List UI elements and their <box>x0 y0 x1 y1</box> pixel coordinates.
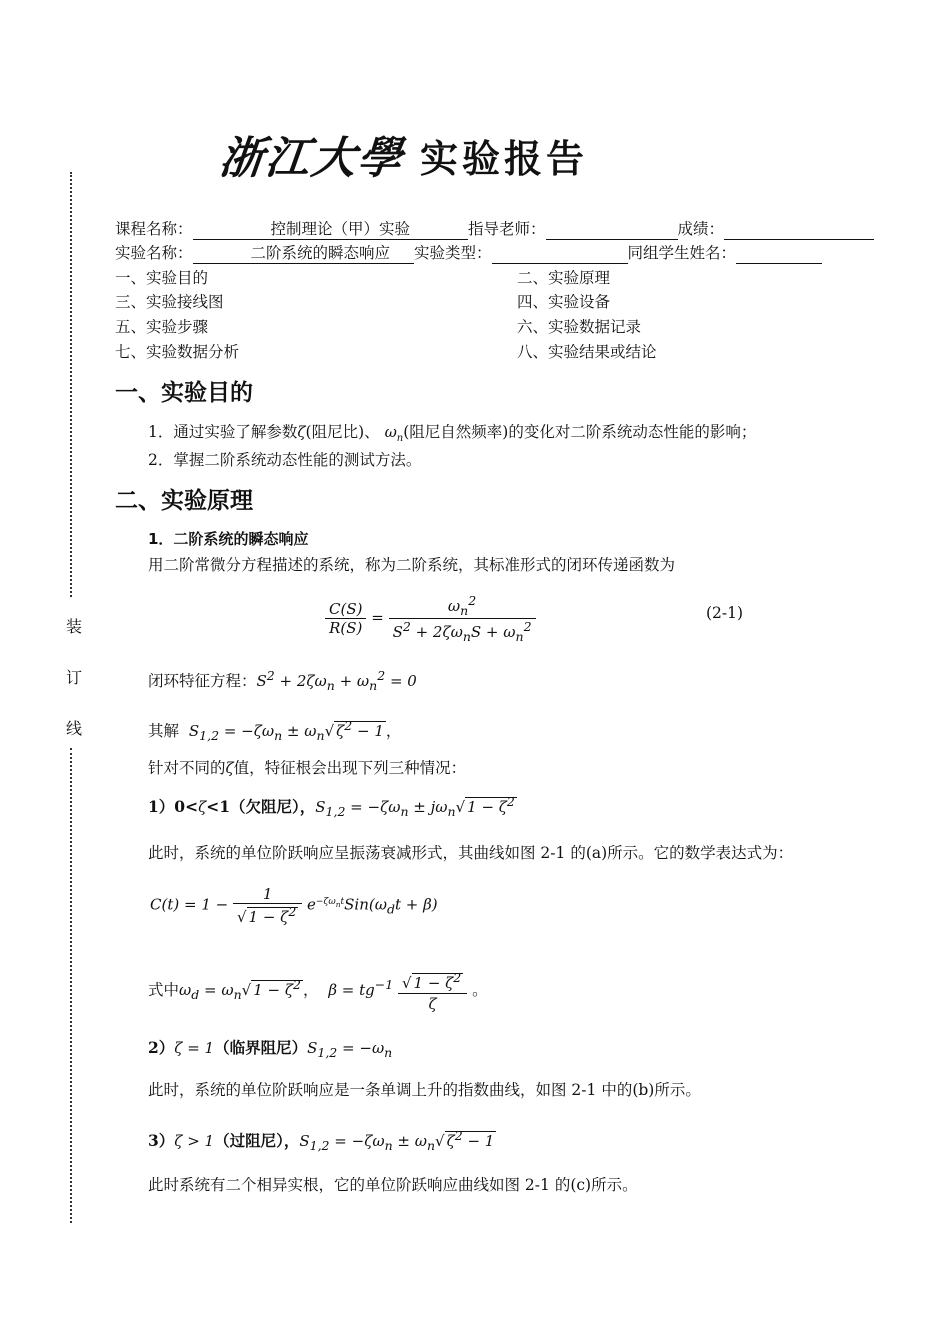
paragraph: 此时，系统的单位阶跃响应是一条单调上升的指数曲线，如图 2-1 中的(b)所示。 <box>148 1081 701 1099</box>
case1-heading: 1）0<ζ<1（欠阻尼），$S_{1,2} = -\zeta\omega_n \pm j\omega_n√$ $1 - \zeta^2$ <box>148 794 515 819</box>
section-heading: 二、实验原理 <box>115 488 253 514</box>
case3-heading: 3）ζ > 1（过阻尼），$S_{1,2} = -\zeta\omega_n \pm \omega_n√$ $\zeta^2 - 1$ <box>148 1128 495 1153</box>
subsection-heading: 1．二阶系统的瞬态响应 <box>148 530 309 548</box>
step-response-equation: C(t) = 1 − $\frac{1}{√ 1 - \zeta^2}$ $e^{-\zeta\omega_nt}Sin(\omega_dt + \beta)$ <box>150 885 438 926</box>
report-title: 实验报告 <box>420 137 589 181</box>
case1-equation: $S_{1,2} = -\zeta\omega_n \pm j\omega_n√$ $1 - \zeta^2$ <box>315 794 515 819</box>
text: (阻尼自然频率)的变化对二阶系统动态性能的影响； <box>403 423 757 441</box>
where-row: 式中$\omega_d = \omega_n√$ $1 - \zeta^2$ ， $\beta = tg^{-1}$ $\frac{√ 1 - \zeta^2}{\zeta}$ 。 <box>148 970 488 1013</box>
paragraph: 此时系统有二个相异实根，它的单位阶跃响应曲线如图 2-1 的(c)所示。 <box>148 1176 638 1194</box>
info-row-exp <box>115 243 822 264</box>
teacher-field <box>546 219 678 240</box>
omega-n-symbol: $\omega_n$ <box>384 423 404 444</box>
text: (阻尼比)、 <box>305 423 380 441</box>
toc-item: 五、实验步骤 <box>115 318 209 336</box>
text: 1．通过实验了解参数 <box>148 423 298 441</box>
omega-d-equation: $\omega_d = \omega_n√$ $1 - \zeta^2$ <box>179 977 301 1002</box>
text: 1）0< <box>148 797 199 816</box>
case2-equation: $S_{1,2} = -\omega_n$ <box>307 1039 393 1060</box>
text: 针对不同的 <box>148 759 226 777</box>
type-label: 实验类型： <box>414 244 492 262</box>
toc-item: 二、实验原理 <box>517 269 611 287</box>
binding-char-3: 线 <box>66 719 83 738</box>
text: 其解 <box>148 722 180 740</box>
text: 闭环特征方程： <box>148 672 257 690</box>
purpose-item-2: 2．掌握二阶系统动态性能的测试方法。 <box>148 451 422 469</box>
group-field <box>736 243 822 264</box>
binding-char-2: 订 <box>66 668 83 687</box>
grade-field <box>724 219 874 240</box>
blank <box>193 243 251 264</box>
toc-item: 八、实验结果或结论 <box>517 343 657 361</box>
zeta-symbol: ζ <box>297 423 306 441</box>
text: （临界阻尼） <box>214 1038 308 1057</box>
paragraph <box>148 758 466 778</box>
text: <1（欠阻尼）， <box>206 797 316 816</box>
toc-item: 七、实验数据分析 <box>115 343 240 361</box>
text: （过阻尼）， <box>214 1131 300 1150</box>
transfer-function-equation: $\frac{C(S)}{R(S)}$ = $\frac{\omega_n^2}{S^2 + 2\zeta\omega_nS + \omega_n^2}$ <box>325 593 536 644</box>
type-field <box>492 243 628 264</box>
text: 2） <box>148 1038 175 1057</box>
course-label: 课程名称： <box>115 220 193 238</box>
course-value: 控制理论（甲）实验 <box>270 220 411 238</box>
toc-item: 一、实验目的 <box>115 269 209 287</box>
binding-dotted-line-bottom <box>70 748 72 1223</box>
characteristic-equation: $S^2 + 2\zeta\omega_n + \omega_n^2 = 0$ <box>256 668 417 693</box>
beta-equation: $\beta = tg^{-1}$ $\frac{√ 1 - \zeta^2}{\zeta}$ <box>328 981 467 999</box>
paragraph: 此时，系统的单位阶跃响应呈振荡衰减形式，其曲线如图 2-1 的(a)所示。它的数学表达式为： <box>148 844 794 862</box>
section-heading: 一、实验目的 <box>115 380 253 406</box>
blank <box>390 243 414 264</box>
text: 3） <box>148 1131 175 1150</box>
exp-value: 二阶系统的瞬态响应 <box>250 244 391 262</box>
text: 式中 <box>148 981 180 999</box>
purpose-item-1 <box>148 422 756 449</box>
binding-dotted-line-top <box>70 172 72 597</box>
solution-equation: $S_{1,2} = -\zeta\omega_n \pm \omega_n√$ $\zeta^2 - 1$ <box>188 718 384 743</box>
teacher-label: 指导老师： <box>468 220 546 238</box>
solution-row: 其解 $S_{1,2} = -\zeta\omega_n \pm \omega_n√$ $\zeta^2 - 1$ ， <box>148 718 402 743</box>
university-logo-text: 浙江大學 <box>216 133 407 184</box>
grade-label: 成绩： <box>677 220 725 238</box>
info-row-course <box>115 219 874 240</box>
zeta-symbol: ζ <box>225 759 234 777</box>
blank <box>193 219 271 240</box>
group-label: 同组学生姓名： <box>627 244 737 262</box>
case3-equation: $S_{1,2} = -\zeta\omega_n \pm \omega_n√$ $\zeta^2 - 1$ <box>299 1128 495 1153</box>
text: 值，特征根会出现下列三种情况： <box>233 759 467 777</box>
case2-heading: 2）ζ = 1（临界阻尼）$S_{1,2} = -\omega_n$ <box>148 1038 393 1060</box>
paragraph: 用二阶常微分方程描述的系统，称为二阶系统，其标准形式的闭环传递函数为 <box>148 556 676 574</box>
exp-label: 实验名称： <box>115 244 193 262</box>
characteristic-equation-row <box>148 666 417 696</box>
binding-char-1: 装 <box>66 617 83 636</box>
blank <box>410 219 468 240</box>
toc-item: 四、实验设备 <box>517 293 611 311</box>
toc-item: 六、实验数据记录 <box>517 318 642 336</box>
toc-item: 三、实验接线图 <box>115 293 224 311</box>
equation-number: (2-1) <box>706 604 744 622</box>
